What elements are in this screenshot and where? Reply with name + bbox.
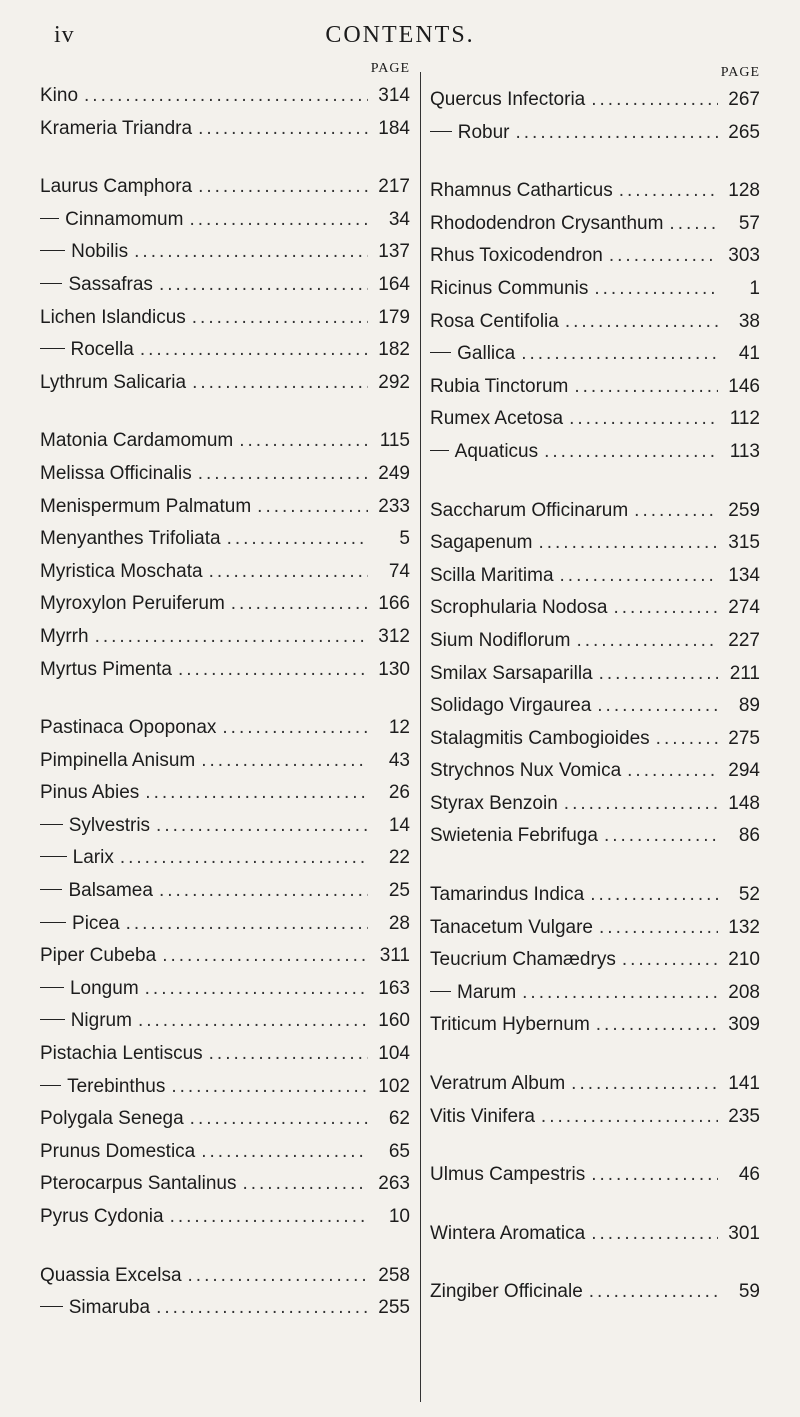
leader-dots xyxy=(669,208,718,241)
contents-entry xyxy=(40,204,410,237)
contents-entry xyxy=(40,908,410,941)
contents-entry xyxy=(430,1218,760,1251)
entry-name: Tanacetum Vulgare xyxy=(430,916,594,938)
entry-page-number: 89 xyxy=(738,695,760,717)
leader-dots xyxy=(178,654,368,687)
leader-dots xyxy=(192,367,368,400)
entry-page-number: 182 xyxy=(378,339,410,361)
leader-dots xyxy=(591,84,718,117)
contents-entry xyxy=(430,273,760,306)
page-column-label: PAGE xyxy=(720,65,760,80)
leader-dots xyxy=(192,302,368,335)
leader-dots xyxy=(597,690,718,723)
contents-entry xyxy=(40,458,410,491)
leader-dots xyxy=(156,1292,368,1325)
entry-name: Rosa Centifolia xyxy=(430,310,559,332)
contents-entry xyxy=(430,560,760,593)
leader-dots xyxy=(538,527,718,560)
entry-page-number: 74 xyxy=(388,560,410,582)
entry-name: Menispermum Palmatum xyxy=(40,495,252,517)
running-head: CONTENTS. xyxy=(325,22,475,48)
leader-dots xyxy=(541,1101,718,1134)
entry-name: Longum xyxy=(69,977,139,999)
entry-name: Quassia Excelsa xyxy=(40,1264,182,1286)
ditto-rule xyxy=(40,922,66,923)
entry-page-number: 112 xyxy=(729,408,760,430)
leader-dots xyxy=(560,560,718,593)
entry-name: Triticum Hybernum xyxy=(430,1014,590,1036)
contents-entry xyxy=(40,654,410,687)
contents-entry xyxy=(40,556,410,589)
contents-entry xyxy=(40,523,410,556)
leader-dots xyxy=(522,977,718,1010)
leader-dots xyxy=(188,1260,368,1293)
contents-entry xyxy=(40,621,410,654)
contents-entry xyxy=(430,912,760,945)
leader-dots xyxy=(145,777,368,810)
entry-name: Smilax Sarsaparilla xyxy=(430,662,593,684)
entry-page-number: 134 xyxy=(728,564,760,586)
entry-page-number: 166 xyxy=(378,593,410,615)
entry-page-number: 294 xyxy=(728,760,760,782)
entry-page-number: 12 xyxy=(388,717,410,739)
contents-entry xyxy=(40,491,410,524)
ditto-rule xyxy=(40,856,67,857)
entry-page-number: 59 xyxy=(738,1281,760,1303)
entry-page-number: 43 xyxy=(388,749,410,771)
entry-name: Ricinus Communis xyxy=(430,277,589,299)
ditto-rule xyxy=(40,987,64,988)
entry-name: Lythrum Salicaria xyxy=(40,371,187,393)
ditto-rule xyxy=(40,889,62,890)
entry-page-number: 38 xyxy=(738,310,760,332)
entry-name: Myrtus Pimenta xyxy=(40,658,172,680)
contents-entry xyxy=(40,367,410,400)
leader-dots xyxy=(591,1218,718,1251)
contents-entry xyxy=(430,208,760,241)
entry-name: Rubia Tinctorum xyxy=(430,375,569,397)
entry-name: Menyanthes Trifoliata xyxy=(40,528,221,550)
contents-entry xyxy=(430,1159,760,1192)
leader-dots xyxy=(198,458,368,491)
entry-name: Gallica xyxy=(457,343,516,365)
entry-page-number: 28 xyxy=(388,912,410,934)
entry-page-number: 301 xyxy=(728,1222,760,1244)
contents-entry xyxy=(40,425,410,458)
entry-list xyxy=(430,84,760,1309)
ditto-rule xyxy=(40,824,63,825)
entry-name: Veratrum Album xyxy=(430,1073,566,1095)
entry-name: Nobilis xyxy=(71,241,129,263)
entry-page-number: 26 xyxy=(388,782,410,804)
contents-entry xyxy=(40,940,410,973)
entry-page-number: 208 xyxy=(728,981,760,1003)
contents-right-column xyxy=(430,58,760,1309)
contents-entry xyxy=(40,1292,410,1325)
contents-entry xyxy=(40,842,410,875)
leader-dots xyxy=(162,940,368,973)
entry-page-number: 274 xyxy=(728,597,760,619)
contents-entry xyxy=(430,1068,760,1101)
entry-name: Pinus Abies xyxy=(40,782,140,804)
entry-name: Zingiber Officinale xyxy=(430,1281,583,1303)
leader-dots xyxy=(189,204,368,237)
contents-entry xyxy=(430,306,760,339)
entry-name: Nigrum xyxy=(70,1010,132,1032)
contents-entry xyxy=(40,80,410,113)
contents-entry xyxy=(40,1103,410,1136)
entry-name: Strychnos Nux Vomica xyxy=(430,760,622,782)
leader-dots xyxy=(604,820,718,853)
entry-page-number: 309 xyxy=(728,1014,760,1036)
leader-dots xyxy=(140,334,368,367)
contents-entry xyxy=(430,117,760,150)
entry-name: Scilla Maritima xyxy=(430,564,554,586)
contents-entry xyxy=(40,334,410,367)
leader-dots xyxy=(516,117,719,150)
leader-dots xyxy=(198,171,368,204)
entry-name: Sylvestris xyxy=(68,814,151,836)
contents-entry xyxy=(430,403,760,436)
leader-dots xyxy=(95,621,368,654)
entry-name: Myroxylon Peruiferum xyxy=(40,593,225,615)
leader-dots xyxy=(574,371,718,404)
entry-name: Aquaticus xyxy=(454,440,539,462)
entry-page-number: 46 xyxy=(738,1164,760,1186)
contents-entry xyxy=(430,371,760,404)
entry-page-number: 267 xyxy=(728,89,760,110)
entry-page-number: 65 xyxy=(388,1140,410,1162)
entry-page-number: 303 xyxy=(728,245,760,267)
contents-entry xyxy=(40,1201,410,1234)
entry-name: Rhus Toxicodendron xyxy=(430,245,603,267)
entry-page-number: 184 xyxy=(378,117,410,139)
entry-page-number: 179 xyxy=(378,306,410,328)
leader-dots xyxy=(544,436,718,469)
entry-name: Ulmus Campestris xyxy=(430,1164,586,1186)
entry-name: Sagapenum xyxy=(430,532,533,554)
entry-page-number: 57 xyxy=(738,212,760,234)
entry-page-number: 164 xyxy=(378,273,410,295)
leader-dots xyxy=(171,1071,368,1104)
contents-left-column xyxy=(40,58,410,1325)
entry-name: Quercus Infectoria xyxy=(430,89,586,110)
contents-entry xyxy=(40,777,410,810)
entry-name: Pyrus Cydonia xyxy=(40,1206,164,1227)
leader-dots xyxy=(590,879,718,912)
entry-name: Krameria Triandra xyxy=(40,117,193,139)
entry-page-number: 62 xyxy=(388,1108,410,1130)
contents-entry xyxy=(40,745,410,778)
leader-dots xyxy=(627,755,718,788)
entry-name: Pistachia Lentiscus xyxy=(40,1043,203,1065)
contents-entry xyxy=(40,712,410,745)
entry-name: Wintera Aromatica xyxy=(430,1222,586,1244)
leader-dots xyxy=(591,1159,718,1192)
contents-entry xyxy=(40,1038,410,1071)
ditto-rule xyxy=(430,131,452,132)
entry-page-number: 258 xyxy=(378,1264,410,1286)
contents-entry xyxy=(430,338,760,371)
leader-dots xyxy=(201,745,368,778)
contents-entry xyxy=(430,690,760,723)
contents-entry xyxy=(430,788,760,821)
entry-page-number: 34 xyxy=(388,208,410,230)
entry-page-number: 52 xyxy=(738,884,760,906)
entry-page-number: 5 xyxy=(399,528,410,550)
entry-name: Pimpinella Anisum xyxy=(40,749,196,771)
contents-entry xyxy=(40,113,410,146)
leader-dots xyxy=(84,80,368,113)
contents-entry xyxy=(40,1005,410,1038)
leader-dots xyxy=(134,236,368,269)
entry-page-number: 146 xyxy=(728,375,760,397)
entry-page-number: 141 xyxy=(728,1073,760,1095)
ditto-rule xyxy=(40,250,65,251)
entry-page-number: 211 xyxy=(729,662,760,684)
ditto-rule xyxy=(40,283,62,284)
entry-page-number: 41 xyxy=(738,343,760,365)
entry-page-number: 314 xyxy=(378,85,410,106)
entry-name: Prunus Domestica xyxy=(40,1140,196,1162)
entry-name: Swietenia Febrifuga xyxy=(430,825,598,847)
entry-page-number: 235 xyxy=(728,1105,760,1127)
entry-page-number: 217 xyxy=(378,176,410,198)
contents-entry xyxy=(40,875,410,908)
leader-dots xyxy=(257,491,368,524)
entry-name: Larix xyxy=(72,847,114,869)
page-number: iv xyxy=(54,22,75,48)
entry-name: Tamarindus Indica xyxy=(430,884,585,906)
leader-dots xyxy=(198,113,368,146)
ditto-rule xyxy=(40,1019,65,1020)
entry-name: Cinnamomum xyxy=(65,208,184,230)
entry-name: Saccharum Officinarum xyxy=(430,499,629,521)
entry-page-number: 263 xyxy=(378,1173,410,1195)
entry-name: Kino xyxy=(40,85,79,106)
leader-dots xyxy=(222,712,368,745)
entry-page-number: 137 xyxy=(378,241,410,263)
leader-dots xyxy=(609,240,718,273)
ditto-rule xyxy=(40,1306,63,1307)
leader-dots xyxy=(209,556,368,589)
contents-entry xyxy=(40,302,410,335)
entry-page-number: 315 xyxy=(728,532,760,554)
leader-dots xyxy=(565,306,718,339)
entry-name: Vitis Vinifera xyxy=(430,1105,535,1127)
contents-entry xyxy=(430,658,760,691)
leader-dots xyxy=(613,592,718,625)
entry-name: Teucrium Chamædrys xyxy=(430,949,616,971)
entry-page-number: 259 xyxy=(728,499,760,521)
entry-page-number: 22 xyxy=(388,847,410,869)
entry-name: Sassafras xyxy=(68,273,153,295)
entry-page-number: 14 xyxy=(388,814,410,836)
entry-name: Scrophularia Nodosa xyxy=(430,597,608,619)
leader-dots xyxy=(521,338,718,371)
leader-dots xyxy=(656,723,718,756)
column-divider xyxy=(420,72,421,1402)
leader-dots xyxy=(569,403,718,436)
entry-page-number: 233 xyxy=(378,495,410,517)
contents-entry xyxy=(430,1009,760,1042)
leader-dots xyxy=(564,788,718,821)
contents-entry xyxy=(430,755,760,788)
contents-entry xyxy=(40,171,410,204)
entry-page-number: 163 xyxy=(378,977,410,999)
entry-page-number: 130 xyxy=(378,658,410,680)
entry-page-number: 249 xyxy=(378,462,410,484)
contents-entry xyxy=(430,977,760,1010)
leader-dots xyxy=(156,810,368,843)
entry-page-number: 25 xyxy=(388,880,410,902)
contents-entry xyxy=(40,269,410,302)
entry-page-number: 227 xyxy=(728,629,760,651)
entry-page-number: 160 xyxy=(378,1010,410,1032)
leader-dots xyxy=(227,523,368,556)
contents-entry xyxy=(430,944,760,977)
leader-dots xyxy=(622,944,718,977)
entry-name: Rhododendron Crysanthum xyxy=(430,212,664,234)
leader-dots xyxy=(201,1136,368,1169)
entry-name: Pastinaca Opoponax xyxy=(40,717,217,739)
entry-name: Styrax Benzoin xyxy=(430,792,558,814)
leader-dots xyxy=(589,1276,718,1309)
contents-entry xyxy=(430,1101,760,1134)
leader-dots xyxy=(170,1201,368,1234)
leader-dots xyxy=(190,1103,368,1136)
entry-page-number: 86 xyxy=(738,825,760,847)
contents-entry xyxy=(430,175,760,208)
leader-dots xyxy=(159,875,368,908)
leader-dots xyxy=(138,1005,368,1038)
contents-entry xyxy=(430,592,760,625)
entry-name: Myrrh xyxy=(40,625,89,647)
entry-name: Polygala Senega xyxy=(40,1108,184,1130)
entry-page-number: 132 xyxy=(728,916,760,938)
entry-name: Picea xyxy=(72,912,120,934)
leader-dots xyxy=(599,658,718,691)
leader-dots xyxy=(594,273,718,306)
entry-page-number: 210 xyxy=(728,949,760,971)
entry-page-number: 102 xyxy=(378,1075,410,1097)
contents-entry xyxy=(40,1136,410,1169)
entry-page-number: 1 xyxy=(749,277,760,299)
entry-name: Piper Cubeba xyxy=(40,945,157,967)
entry-name: Matonia Cardamomum xyxy=(40,430,234,452)
entry-page-number: 115 xyxy=(379,430,410,452)
contents-entry xyxy=(40,588,410,621)
entry-name: Marum xyxy=(457,981,517,1003)
contents-entry xyxy=(40,1168,410,1201)
ditto-rule xyxy=(40,348,65,349)
entry-page-number: 113 xyxy=(729,440,760,462)
entry-name: Balsamea xyxy=(68,880,153,902)
entry-list xyxy=(40,80,410,1325)
entry-name: Rumex Acetosa xyxy=(430,408,564,430)
entry-page-number: 128 xyxy=(728,180,760,202)
contents-entry xyxy=(430,84,760,117)
leader-dots xyxy=(599,912,718,945)
leader-dots xyxy=(159,269,368,302)
contents-entry xyxy=(40,973,410,1006)
contents-entry xyxy=(40,810,410,843)
leader-dots xyxy=(576,625,718,658)
entry-name: Sium Nodiflorum xyxy=(430,629,571,651)
leader-dots xyxy=(120,842,368,875)
entry-name: Terebinthus xyxy=(67,1075,166,1097)
leader-dots xyxy=(619,175,718,208)
entry-page-number: 255 xyxy=(378,1297,410,1319)
contents-entry xyxy=(430,1276,760,1309)
leader-dots xyxy=(126,908,368,941)
entry-page-number: 148 xyxy=(728,792,760,814)
entry-name: Myristica Moschata xyxy=(40,560,203,582)
entry-name: Stalagmitis Cambogioides xyxy=(430,727,650,749)
ditto-rule xyxy=(40,1085,61,1086)
contents-entry xyxy=(430,495,760,528)
leader-dots xyxy=(596,1009,718,1042)
entry-page-number: 292 xyxy=(378,371,410,393)
entry-page-number: 312 xyxy=(378,625,410,647)
entry-page-number: 10 xyxy=(388,1206,410,1227)
leader-dots xyxy=(571,1068,718,1101)
contents-entry xyxy=(40,1260,410,1293)
contents-entry xyxy=(40,236,410,269)
contents-entry xyxy=(430,240,760,273)
entry-name: Melissa Officinalis xyxy=(40,462,192,484)
entry-name: Simaruba xyxy=(68,1297,151,1319)
entry-name: Rocella xyxy=(70,339,134,361)
contents-entry xyxy=(430,723,760,756)
entry-page-number: 275 xyxy=(728,727,760,749)
leader-dots xyxy=(239,425,368,458)
contents-entry xyxy=(40,1071,410,1104)
entry-name: Robur xyxy=(457,121,510,143)
entry-name: Pterocarpus Santalinus xyxy=(40,1173,237,1195)
entry-page-number: 265 xyxy=(728,121,760,143)
ditto-rule xyxy=(430,450,449,451)
contents-entry xyxy=(430,527,760,560)
leader-dots xyxy=(209,1038,368,1071)
entry-name: Solidago Virgaurea xyxy=(430,695,592,717)
contents-entry xyxy=(430,625,760,658)
leader-dots xyxy=(231,588,368,621)
leader-dots xyxy=(242,1168,368,1201)
contents-entry xyxy=(430,820,760,853)
entry-page-number: 311 xyxy=(379,945,410,967)
leader-dots xyxy=(634,495,718,528)
ditto-rule xyxy=(40,218,59,219)
ditto-rule xyxy=(430,991,451,992)
contents-entry xyxy=(430,436,760,469)
page-column-label: PAGE xyxy=(370,61,410,76)
entry-name: Rhamnus Catharticus xyxy=(430,180,613,202)
entry-page-number: 104 xyxy=(378,1043,410,1065)
entry-name: Lichen Islandicus xyxy=(40,306,186,328)
leader-dots xyxy=(145,973,368,1006)
entry-name: Laurus Camphora xyxy=(40,176,193,198)
contents-entry xyxy=(430,879,760,912)
ditto-rule xyxy=(430,352,451,353)
